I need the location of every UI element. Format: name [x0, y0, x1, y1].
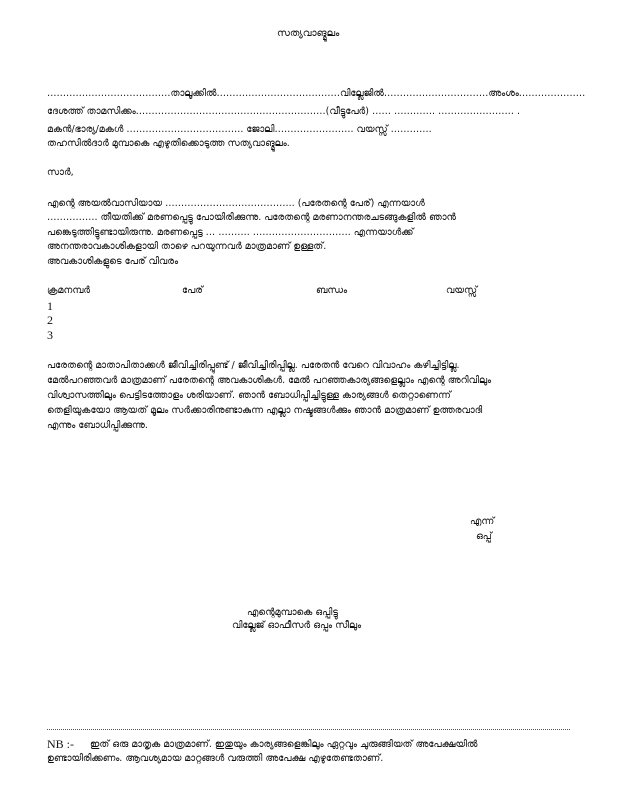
heirs-heading: അവകാശികളുടെ പേര് വിവരം — [47, 256, 179, 267]
salutation: സാർ, — [47, 167, 74, 178]
header-line-addressee: തഹസിൽദാർ മുമ്പാകെ എഴുതിക്കൊടുത്ത സത്യവാങ്മൂലം. — [47, 138, 290, 149]
attestation-line-2: വില്ലേജ് ഓഫീസർ ഒപ്പം സീലും — [232, 620, 362, 631]
table-header-name: പേര് — [182, 285, 203, 296]
table-row-1: 1 — [47, 299, 53, 313]
body1-line-4: അനന്തരാവകാശികളായി താഴെ പറയുന്നവർ മാത്രമാണ് ഉള്ളത്. — [47, 241, 327, 252]
header-line-residence: ദേശത്ത് താമസിക്കം……………………………………………………(വീട്ടുപേർ) …… …………. …………………… . — [47, 106, 521, 117]
header-line-taluk: …………………………………താലൂക്കിൽ…………………………………വില്ലേജിൽ……………………………അംശം………………… — [47, 88, 586, 99]
document-title: സത്യവാങ്മൂലം — [277, 28, 340, 39]
signature-label: ഒപ്പ് — [476, 531, 492, 542]
body2-line-3: വിശ്വാസത്തിലും പെട്ടിടത്തോളം ശരിയാണ്. ഞാൻ ബോധിപ്പിച്ചിട്ടുള്ള കാര്യങ്ങൾ തെറ്റാണെന്ന് — [47, 390, 451, 401]
separator-rule — [47, 729, 570, 730]
signature-enn: എന്ന് — [470, 516, 495, 527]
header-line-relation: മകൻ/ഭാര്യ/മകൾ ………………………………. ജോലി……………………. വയസ്സ് …………. — [47, 124, 432, 135]
note-line-2: ഉണ്ടായിരിക്കണം. ആവശ്യമായ മാറ്റങ്ങൾ വരുത്തി അപേക്ഷ എഴുതേണ്ടതാണ്. — [47, 753, 384, 764]
attestation-line-1: എന്റെമുമ്പാകെ ഒപ്പിട്ടു — [247, 607, 338, 618]
note-label: NB :- — [47, 737, 74, 751]
table-row-3: 3 — [47, 328, 53, 342]
note-line-1: ഇത് ഒരു മാതൃക മാത്രമാണ്. ഇതുയും കാര്യങ്ങളെങ്കിലും ഏറ്റവും ചുരുങ്ങിയത് അപേക്ഷയിൽ — [90, 739, 478, 750]
table-row-2: 2 — [47, 313, 53, 327]
body1-line-1: എന്റെ അയൽവാസിയായ ………………………………….. (പരേതന്റെ പേര്) എന്നയാൾ — [47, 198, 425, 209]
body1-line-2: ……………. തീയതിക്ക് മരണപ്പെട്ടു പോയിരിക്കുന്നു. പരേതന്റെ മരണാനന്തരചടങ്ങുകളിൽ ഞാൻ — [47, 212, 456, 223]
table-header-age: വയസ്സ് — [446, 285, 478, 296]
body2-line-2: മേൽപറഞ്ഞവർ മാത്രമാണ് പരേതന്റെ അവകാശികൾ. മേൽ പറഞ്ഞകാര്യങ്ങളെല്ലാം എന്റെ അറിവിലും — [47, 375, 492, 386]
table-header-serial: ക്രമനമ്പർ — [47, 285, 91, 296]
table-header-relation: ബന്ധം — [316, 285, 348, 296]
body2-line-5: എന്നും ബോധിപ്പിക്കുന്നു. — [47, 420, 148, 431]
body2-line-4: തെളിയുകയോ ആയത് മൂലം സർക്കാരിനുണ്ടാകുന്ന എല്ലാ നഷ്ടങ്ങൾക്കും ഞാൻ മാത്രമാണ് ഉത്തരവാദി — [47, 405, 483, 416]
body1-line-3: പങ്കെടുത്തിട്ടുണ്ടായിരുന്നു. മരണപ്പെട്ട … ………. …………………………. എന്നയാൾക്ക് — [47, 227, 414, 238]
body2-line-1: പരേതന്റെ മാതാപിതാക്കൾ ജീവിച്ചിരിപ്പുണ്ട് / ജീവിച്ചിരിപ്പില്ല. പരേതൻ വേറെ വിവാഹം കഴിച്ചിട്ടില്ല. — [47, 360, 460, 371]
